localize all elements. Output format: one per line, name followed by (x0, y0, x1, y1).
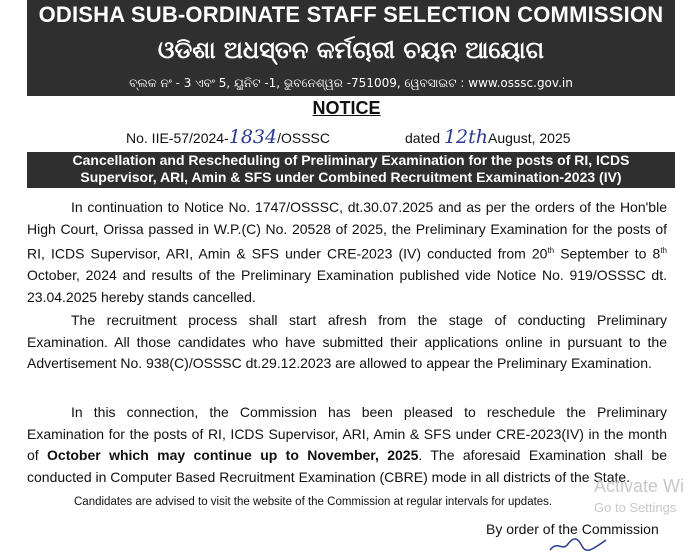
ref-prefix: No. IIE-57/2024- (126, 130, 229, 146)
commission-title-odia: ଓଡିଶା ଅଧସ୍ତନ କର୍ମଚାରୀ ଚୟନ ଆୟୋଗ (157, 36, 545, 64)
p3-text-a: In this connection, the Commission has been pleased to reschedule the Preliminary Examination for the posts of RI, ICDS Supervisor, ARI, Amin & SFS under CRE-2023(IV) in the month of (27, 404, 667, 463)
p1-text-c: October, 2024 and results of the Preliminary Examination published vide Notice No. 919/OSSSC dt. 23.04.2025 hereby stands cancelled. (27, 267, 667, 305)
paragraph-recruitment: The recruitment process shall start afresh from the stage of conducting Preliminary Examination. All those candidates who have submitted their applications online in pursuant to the Advertisement No. 938(C)/OSSSC dt.29.12.2023 are allowed to appear the Preliminary Examination. (27, 312, 667, 371)
subject-line-1: Cancellation and Rescheduling of Preliminary Examination for the posts of RI, ICDS (72, 152, 630, 168)
p3-text-bold: October which may continue up to November, 2025 (47, 447, 419, 463)
commission-address: ବ୍ଲକ ନଂ - 3 ଏବଂ 5, ୟୁନିଟ -1, ଭୁବନେଶ୍ୱର -751009, ୱେବସାଇଟ : www.osssc.gov.in (129, 76, 573, 90)
p1-sup-2: th (660, 246, 667, 255)
paragraph-reschedule (27, 402, 667, 488)
signature-scribble-icon (548, 536, 608, 552)
date-rest: August, 2025 (488, 130, 571, 146)
p3-text-b: . The aforesaid Examination shall be conducted in Computer Based Recruitment Examination (CBRE) mode in all districts of the State. (27, 447, 667, 485)
subject-line-2: Supervisor, ARI, Amin & SFS under Combined Recruitment Examination-2023 (IV) (80, 169, 622, 185)
letterhead (27, 0, 675, 96)
by-order-line: By order of the Commission (486, 521, 659, 537)
notice-heading: NOTICE (312, 98, 381, 118)
reference-number (126, 126, 330, 148)
p1-sup-1: th (547, 246, 555, 255)
date-day-handwritten: 12th (443, 126, 488, 148)
notice-date (405, 126, 571, 148)
dated-label: dated (405, 130, 441, 146)
p1-text-b: September to 8 (554, 245, 661, 262)
advice-note: Candidates are advised to visit the website of the Commission at regular intervals for updates. (74, 496, 553, 508)
go-to-settings-watermark: Go to Settings (594, 500, 677, 515)
ref-number-handwritten: 1834 (228, 126, 278, 148)
p1-text-a: In continuation to Notice No. 1747/OSSSC, dt.30.07.2025 and as per the orders of the Hon'ble High Court, Orissa passed in W.P.(C) No. 20528 of 2025, the Preliminary Examination for the posts of RI, ICDS Supervisor, ARI, Amin & SFS under CRE-2023 (IV) conducted from 20 (27, 199, 667, 262)
ref-suffix: /OSSSC (277, 130, 330, 146)
subject-banner (27, 152, 675, 188)
activate-windows-watermark: Activate Wi (594, 476, 685, 496)
paragraph-cancellation (27, 197, 667, 308)
commission-title: ODISHA SUB-ORDINATE STAFF SELECTION COMMISSION (38, 2, 664, 27)
